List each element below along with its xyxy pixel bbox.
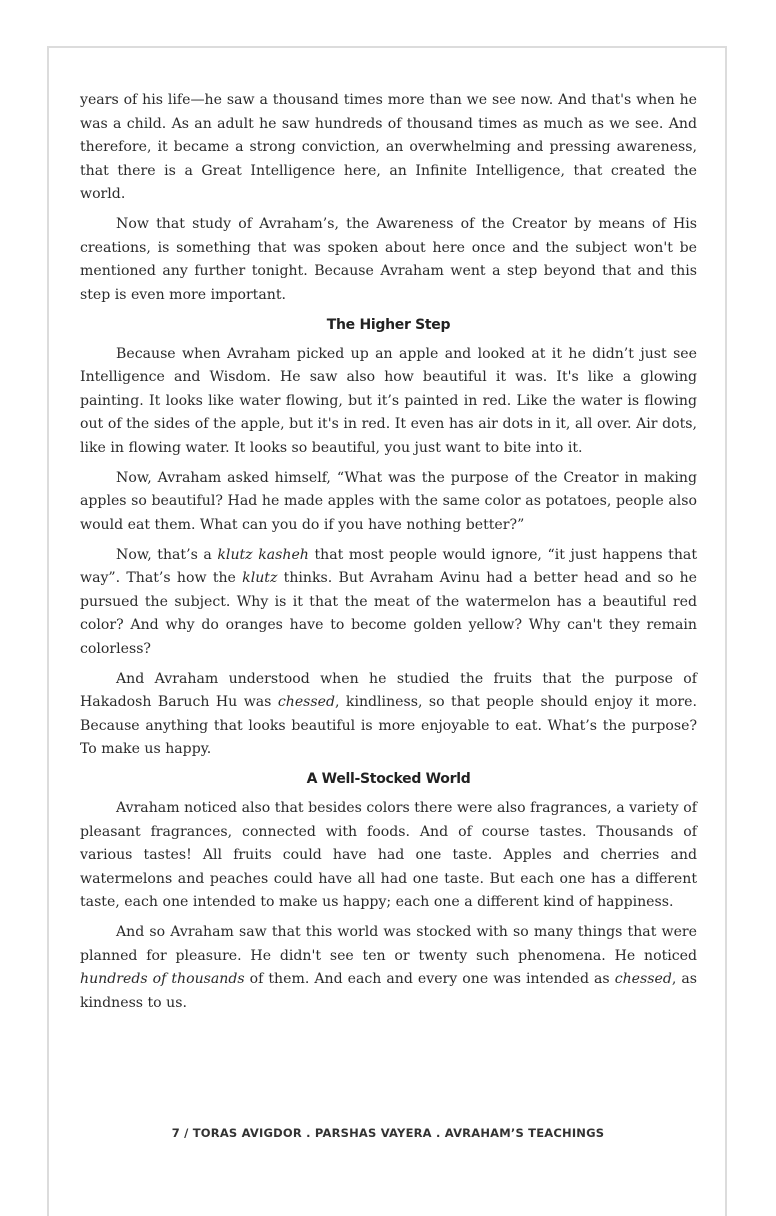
italic-term: chessed xyxy=(277,694,335,710)
text-run: And so Avraham saw that this world was stocked with so many things that were planned for pleasure. He didn't see ten or twenty such phenomena. He noticed xyxy=(80,924,697,964)
paragraph xyxy=(80,544,697,662)
text-run: years of his life—he saw a thousand times more than we see now. And that's when he was a child. As an adult he saw hundreds of thousand times as much as we see. And therefore, it became a strong conviction, an overwhelming and pressing awareness, that there is a Great Intelligence here, an Infinite Intelligence, that created the world. xyxy=(80,92,697,202)
text-run: that most people would ignore, “it just happens that way”. That’s how the xyxy=(80,546,697,586)
text-run: , as kindness to us. xyxy=(80,971,697,1011)
text-run: , kindliness, so that people should enjoy it more. Because anything that looks beautiful is more enjoyable to eat. What’s the purpose? To make us happy. xyxy=(80,694,697,757)
italic-term: hundreds of thousands xyxy=(80,971,245,987)
page-body xyxy=(80,89,697,1022)
text-run: Now, that’s a xyxy=(116,546,218,563)
italic-term: chessed xyxy=(614,971,672,987)
text-run: Now that study of Avraham’s, the Awareness of the Creator by means of His creations, is something that was spoken about here once and the subject won't be mentioned any further tonight. Because Avraham went a step beyond that and this step is even more important. xyxy=(80,216,697,303)
paragraph xyxy=(80,668,697,762)
text-run: Avraham noticed also that besides colors there were also fragrances, a variety of pleasant fragrances, connected with foods. And of course tastes. Thousands of various tastes! All fruits could have had one taste. Apples and cherries and watermelons and peaches could have all had one taste. But each one has a different taste, each one intended to make us happy; each one a different kind of happiness. xyxy=(80,800,697,910)
text-run: Because when Avraham picked up an apple and looked at it he didn’t just see Intelligence and Wisdom. He saw also how beautiful it was. It's like a glowing painting. It looks like water flowing, but it’s painted in red. Like the water is flowing out of the sides of the apple, but it's in red. It even has air dots in it, all over. Air dots, like in flowing water. It looks so beautiful, you just want to bite into it. xyxy=(80,345,697,456)
italic-term: klutz kasheh xyxy=(217,546,309,563)
paragraph xyxy=(80,921,697,1015)
text-run: Now, Avraham asked himself, “What was the purpose of the Creator in making apples so beautiful? Had he made apples with the same color as potatoes, people also would eat them. What can you do if you have nothing better?” xyxy=(80,469,697,533)
section-heading: The Higher Step xyxy=(326,316,451,333)
paragraph xyxy=(80,213,697,307)
paragraph xyxy=(80,797,697,915)
section-heading: A Well-Stocked World xyxy=(306,771,471,787)
paragraph xyxy=(80,467,697,538)
text-run: thinks. But Avraham Avinu had a better head and so he pursued the subject. Why is it that the meat of the watermelon has a beautiful red color? And why do oranges have to become golden yellow? Why can't they remain colorless? xyxy=(80,570,697,657)
paragraph xyxy=(80,343,697,461)
text-run: And Avraham understood when he studied the fruits that the purpose of Hakadosh Baruch Hu was xyxy=(80,670,697,710)
text-run: of them. And each and every one was intended as xyxy=(244,971,615,987)
paragraph xyxy=(80,89,697,207)
page-footer: 7 / TORAS AVIGDOR . PARSHAS VAYERA . AVRAHAM’S TEACHINGS xyxy=(171,1126,605,1140)
italic-term: klutz xyxy=(242,570,278,586)
